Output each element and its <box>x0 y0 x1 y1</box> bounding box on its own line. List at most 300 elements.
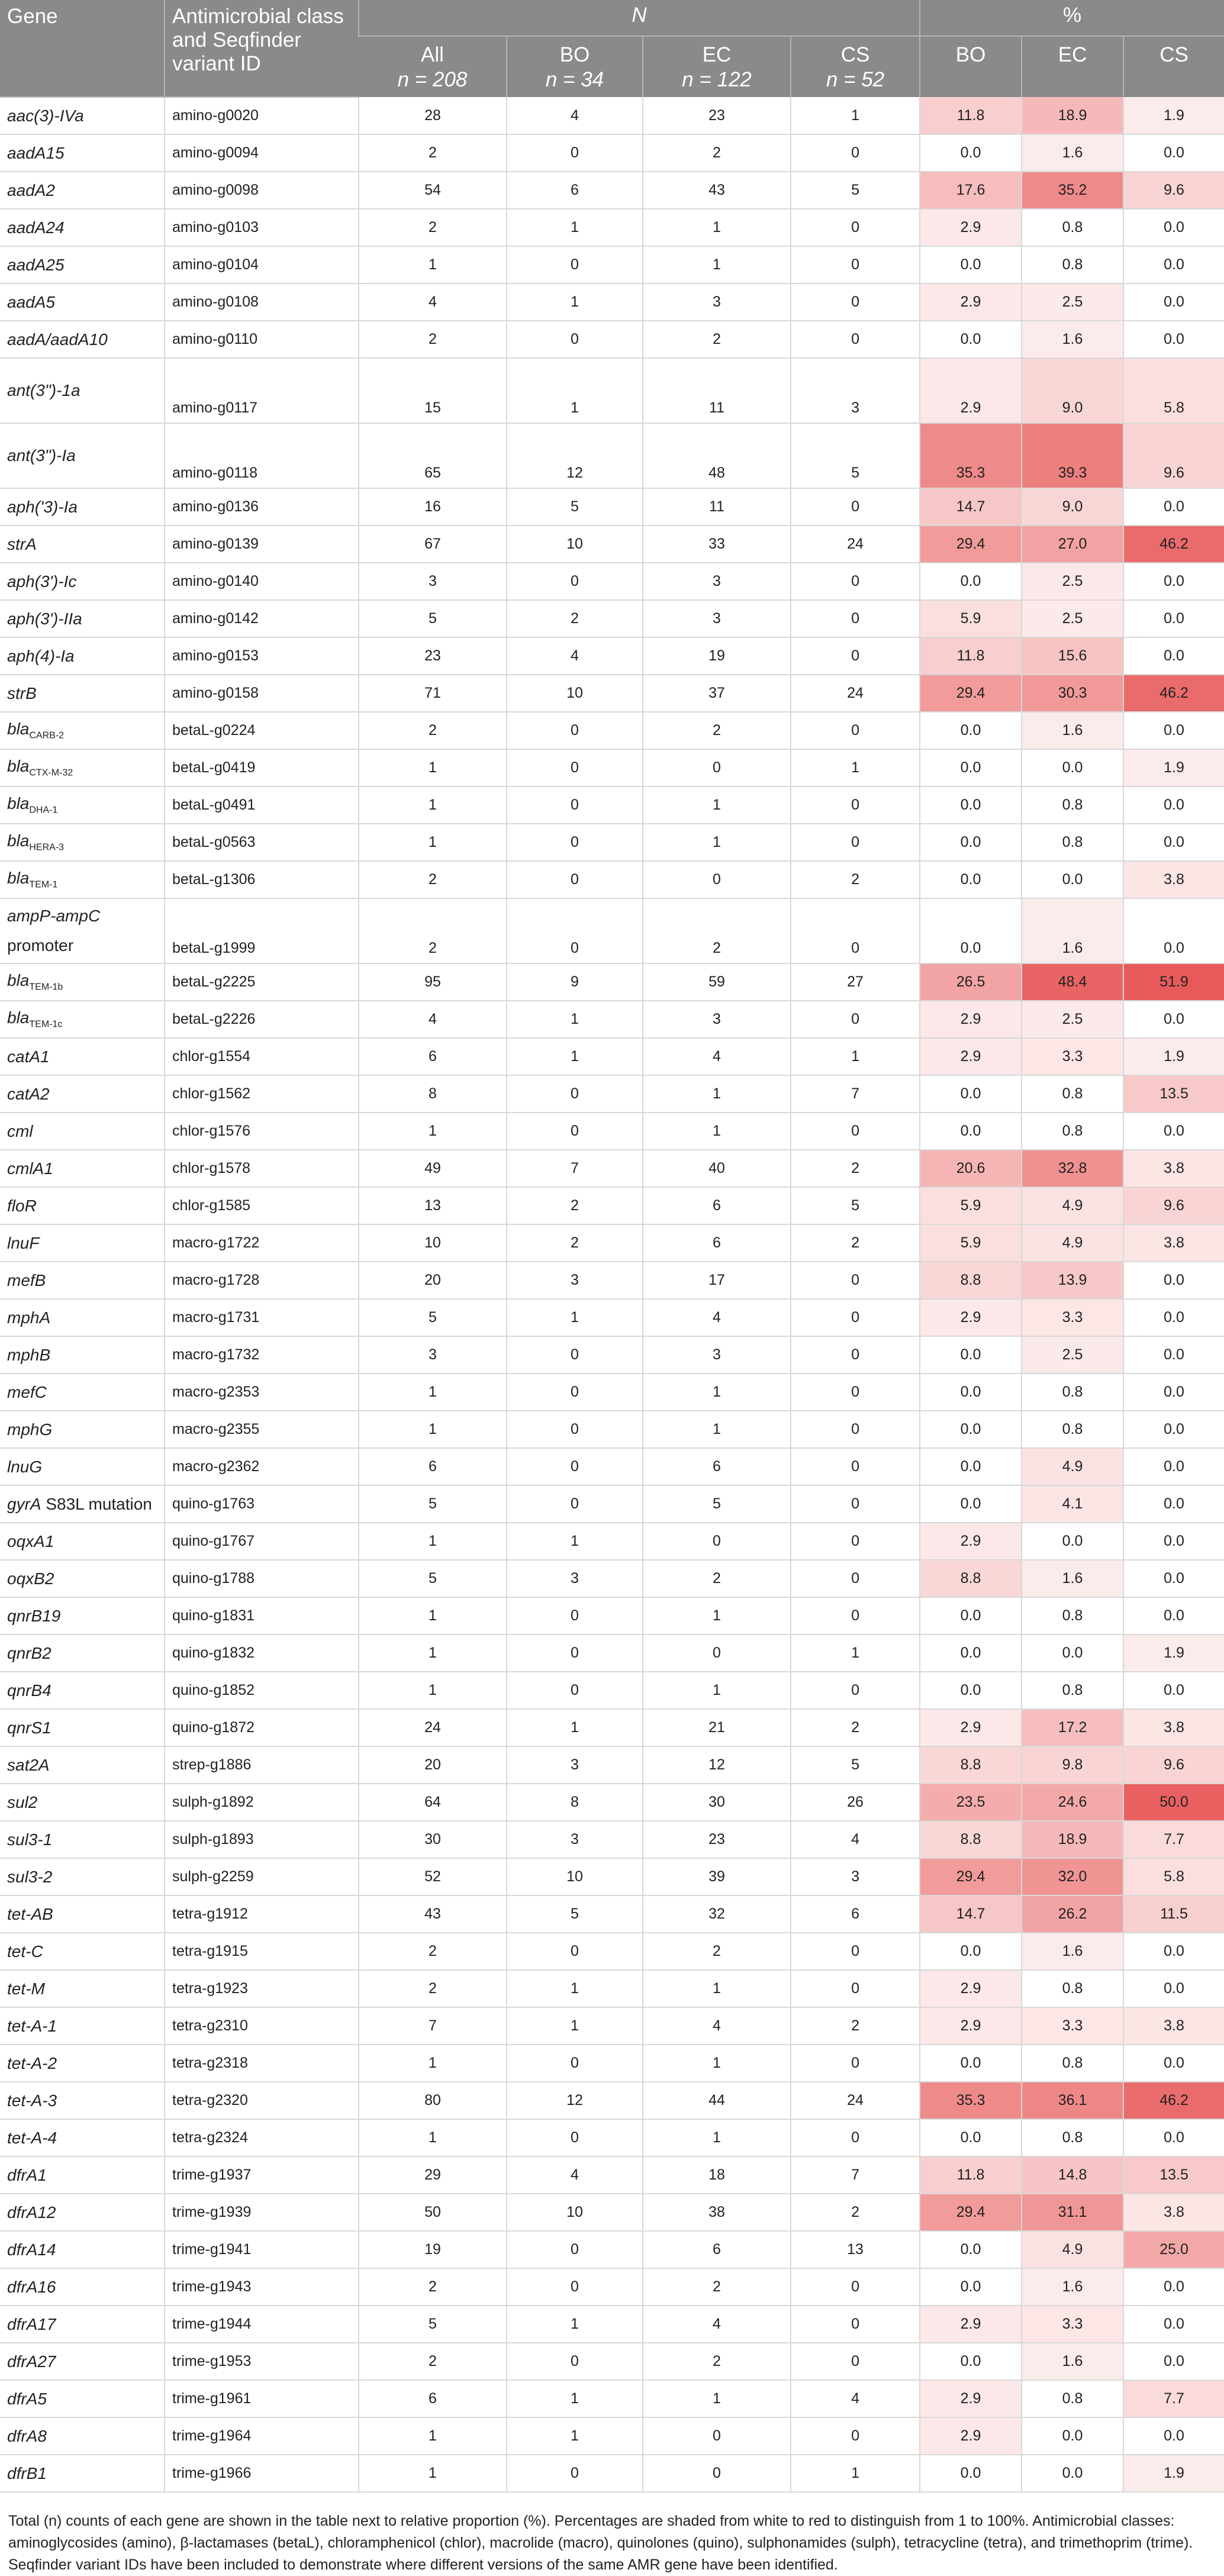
pct-ec-cell: 0.0 <box>1022 861 1123 898</box>
count-ec-cell: 1 <box>643 2119 791 2156</box>
pct-bo-cell: 5.9 <box>920 1187 1022 1224</box>
pct-cs-cell: 0.0 <box>1123 246 1224 283</box>
count-all-cell: 19 <box>359 2231 507 2268</box>
pct-cs-cell: 0.0 <box>1123 1374 1224 1411</box>
pct-bo-cell: 11.8 <box>920 97 1022 134</box>
count-all-cell: 5 <box>359 1560 507 1597</box>
pct-ec-cell: 9.8 <box>1022 1746 1123 1784</box>
count-bo-cell: 0 <box>507 1411 643 1448</box>
table-row <box>0 2455 1224 2492</box>
pct-cs-cell: 0.0 <box>1123 2417 1224 2455</box>
variant-id-cell: trime-g1966 <box>165 2455 359 2492</box>
pct-bo-cell: 0.0 <box>920 786 1022 824</box>
pct-ec-cell: 32.0 <box>1022 1858 1123 1895</box>
header-pct-group: % <box>920 0 1224 36</box>
pct-bo-cell: 2.9 <box>920 1970 1022 2007</box>
pct-cs-cell: 9.6 <box>1123 1187 1224 1224</box>
pct-ec-cell: 35.2 <box>1022 172 1123 209</box>
count-ec-cell: 59 <box>643 963 791 1001</box>
pct-ec-cell: 0.8 <box>1022 824 1123 861</box>
table-row <box>0 172 1224 209</box>
gene-cell: strA <box>0 525 165 563</box>
pct-bo-cell: 8.8 <box>920 1821 1022 1858</box>
count-bo-cell: 10 <box>507 2194 643 2231</box>
gene-cell: sul3-2 <box>0 1858 165 1895</box>
gene-cell: aadA/aadA10 <box>0 321 165 358</box>
count-cs-cell: 5 <box>791 1187 920 1224</box>
pct-cs-cell: 0.0 <box>1123 600 1224 637</box>
table-row <box>0 749 1224 786</box>
pct-ec-cell: 1.6 <box>1022 1933 1123 1970</box>
count-cs-cell: 6 <box>791 1895 920 1933</box>
count-cs-cell: 0 <box>791 1560 920 1597</box>
pct-bo-cell: 2.9 <box>920 1038 1022 1075</box>
count-cs-cell: 1 <box>791 2455 920 2492</box>
count-cs-cell: 0 <box>791 246 920 283</box>
table-row <box>0 97 1224 134</box>
count-bo-cell: 0 <box>507 563 643 600</box>
pct-cs-cell: 51.9 <box>1123 963 1224 1001</box>
count-ec-cell: 5 <box>643 1485 791 1523</box>
count-all-cell: 1 <box>359 2455 507 2492</box>
count-cs-cell: 0 <box>791 1448 920 1485</box>
variant-id-cell: macro-g2353 <box>165 1374 359 1411</box>
table-row <box>0 1262 1224 1299</box>
count-ec-cell: 23 <box>643 1821 791 1858</box>
table-row <box>0 321 1224 358</box>
count-cs-cell: 7 <box>791 1075 920 1113</box>
gene-cell: bla$_{TEM-1b}$ <box>0 963 165 1001</box>
gene-cell: dfrA12 <box>0 2194 165 2231</box>
variant-id-cell: betaL-g0563 <box>165 824 359 861</box>
count-all-cell: 1 <box>359 2119 507 2156</box>
count-ec-cell: 1 <box>643 786 791 824</box>
table-row <box>0 824 1224 861</box>
pct-ec-cell: 2.5 <box>1022 563 1123 600</box>
variant-id-cell: tetra-g1912 <box>165 1895 359 1933</box>
count-cs-cell: 0 <box>791 1001 920 1038</box>
count-cs-cell: 0 <box>791 1672 920 1709</box>
pct-bo-cell: 0.0 <box>920 563 1022 600</box>
count-cs-cell: 2 <box>791 2194 920 2231</box>
gene-cell: sul2 <box>0 1784 165 1821</box>
pct-ec-cell: 3.3 <box>1022 1299 1123 1336</box>
count-bo-cell: 0 <box>507 1933 643 1970</box>
table-row <box>0 1411 1224 1448</box>
gene-cell: mefC <box>0 1374 165 1411</box>
pct-ec-cell: 2.5 <box>1022 600 1123 637</box>
table-row <box>0 1895 1224 1933</box>
count-bo-cell: 1 <box>507 2306 643 2343</box>
variant-id-cell: quino-g1788 <box>165 1560 359 1597</box>
table-footnote: Total (n) counts of each gene are shown in the table next to relative proportion (%). Percentages are shaded from white to red to distinguish from 1 to 100%. Antimicrobial classes: aminoglycosides (amino), β-lactamases (betaL), chloramphenicol (chlor), macrolide (macro), quinolones (quino), sulphonamides (sulph), tetracycline (tetra), and trimethoprim (trime). Seqfinder variant IDs have been included to demonstrate where different versions of the same AMR gene have been identified. <box>8 2513 1193 2573</box>
pct-ec-cell: 27.0 <box>1022 525 1123 563</box>
pct-cs-cell: 0.0 <box>1123 2268 1224 2306</box>
gene-cell: dfrA8 <box>0 2417 165 2455</box>
gene-cell: qnrB19 <box>0 1597 165 1634</box>
count-bo-cell: 0 <box>507 2231 643 2268</box>
variant-id-cell: trime-g1944 <box>165 2306 359 2343</box>
count-ec-cell: 48 <box>643 423 791 488</box>
count-ec-cell: 1 <box>643 1113 791 1150</box>
count-cs-cell: 0 <box>791 1113 920 1150</box>
pct-bo-cell: 0.0 <box>920 2045 1022 2082</box>
count-bo-cell: 8 <box>507 1784 643 1821</box>
variant-id-cell: amino-g0098 <box>165 172 359 209</box>
count-cs-cell: 0 <box>791 1411 920 1448</box>
gene-cell: lnuG <box>0 1448 165 1485</box>
count-cs-cell: 1 <box>791 1634 920 1672</box>
gene-cell: qnrB4 <box>0 1672 165 1709</box>
gene-cell: dfrA14 <box>0 2231 165 2268</box>
pct-bo-cell: 0.0 <box>920 824 1022 861</box>
table-row <box>0 1634 1224 1672</box>
variant-id-cell: tetra-g2310 <box>165 2007 359 2045</box>
pct-bo-cell: 26.5 <box>920 963 1022 1001</box>
gene-cell: dfrA16 <box>0 2268 165 2306</box>
count-bo-cell: 0 <box>507 1597 643 1634</box>
count-bo-cell: 0 <box>507 824 643 861</box>
variant-id-cell: betaL-g0224 <box>165 712 359 749</box>
variant-id-cell: chlor-g1562 <box>165 1075 359 1113</box>
header-n-all: All n = 208 <box>359 36 507 97</box>
variant-id-cell: betaL-g0491 <box>165 786 359 824</box>
count-all-cell: 2 <box>359 209 507 246</box>
header-class: Antimicrobial class and Seqfinder variant ID <box>165 0 359 97</box>
count-ec-cell: 1 <box>643 1597 791 1634</box>
count-ec-cell: 4 <box>643 1038 791 1075</box>
gene-cell: aph(4)-Ia <box>0 637 165 675</box>
count-bo-cell: 5 <box>507 488 643 525</box>
count-bo-cell: 7 <box>507 1150 643 1187</box>
table-row <box>0 1970 1224 2007</box>
table-row <box>0 2082 1224 2119</box>
pct-bo-cell: 29.4 <box>920 2194 1022 2231</box>
table-row <box>0 525 1224 563</box>
variant-id-cell: trime-g1939 <box>165 2194 359 2231</box>
count-cs-cell: 1 <box>791 1038 920 1075</box>
gene-cell: bla$_{TEM-1}$ <box>0 861 165 898</box>
count-all-cell: 15 <box>359 358 507 423</box>
pct-ec-cell: 4.9 <box>1022 1448 1123 1485</box>
count-all-cell: 16 <box>359 488 507 525</box>
pct-bo-cell: 0.0 <box>920 1634 1022 1672</box>
variant-id-cell: amino-g0103 <box>165 209 359 246</box>
count-bo-cell: 3 <box>507 1560 643 1597</box>
count-bo-cell: 6 <box>507 172 643 209</box>
count-bo-cell: 0 <box>507 1485 643 1523</box>
count-ec-cell: 40 <box>643 1150 791 1187</box>
pct-cs-cell: 0.0 <box>1123 2045 1224 2082</box>
variant-id-cell: betaL-g0419 <box>165 749 359 786</box>
count-ec-cell: 21 <box>643 1709 791 1746</box>
pct-ec-cell: 9.0 <box>1022 358 1123 423</box>
pct-ec-cell: 1.6 <box>1022 2268 1123 2306</box>
gene-cell: tet-M <box>0 1970 165 2007</box>
count-cs-cell: 13 <box>791 2231 920 2268</box>
count-cs-cell: 0 <box>791 1374 920 1411</box>
table-row <box>0 1374 1224 1411</box>
pct-ec-cell: 0.8 <box>1022 1374 1123 1411</box>
table-row <box>0 675 1224 712</box>
variant-id-cell: quino-g1872 <box>165 1709 359 1746</box>
count-ec-cell: 19 <box>643 637 791 675</box>
count-ec-cell: 30 <box>643 1784 791 1821</box>
pct-cs-cell: 3.8 <box>1123 2194 1224 2231</box>
table-row <box>0 1858 1224 1895</box>
count-ec-cell: 2 <box>643 1560 791 1597</box>
pct-cs-cell: 0.0 <box>1123 321 1224 358</box>
pct-cs-cell: 0.0 <box>1123 1672 1224 1709</box>
count-bo-cell: 2 <box>507 1224 643 1262</box>
pct-bo-cell: 0.0 <box>920 1597 1022 1634</box>
pct-ec-cell: 2.5 <box>1022 1336 1123 1374</box>
table-row <box>0 1224 1224 1262</box>
pct-cs-cell: 0.0 <box>1123 1262 1224 1299</box>
count-all-cell: 1 <box>359 2045 507 2082</box>
count-bo-cell: 0 <box>507 1374 643 1411</box>
table-row <box>0 358 1224 423</box>
pct-bo-cell: 17.6 <box>920 172 1022 209</box>
gene-cell: catA2 <box>0 1075 165 1113</box>
pct-cs-cell: 0.0 <box>1123 1933 1224 1970</box>
count-cs-cell: 0 <box>791 2417 920 2455</box>
pct-cs-cell: 1.9 <box>1123 1634 1224 1672</box>
count-cs-cell: 2 <box>791 1224 920 1262</box>
pct-bo-cell: 0.0 <box>920 1336 1022 1374</box>
count-cs-cell: 0 <box>791 321 920 358</box>
table-row <box>0 2194 1224 2231</box>
variant-id-cell: chlor-g1554 <box>165 1038 359 1075</box>
pct-bo-cell: 35.3 <box>920 2082 1022 2119</box>
count-cs-cell: 0 <box>791 2119 920 2156</box>
count-ec-cell: 11 <box>643 488 791 525</box>
count-all-cell: 6 <box>359 2380 507 2417</box>
gene-cell: cmlA1 <box>0 1150 165 1187</box>
table-row <box>0 1038 1224 1075</box>
count-ec-cell: 1 <box>643 1075 791 1113</box>
count-all-cell: 1 <box>359 1597 507 1634</box>
gene-cell: aadA15 <box>0 134 165 172</box>
pct-bo-cell: 0.0 <box>920 2231 1022 2268</box>
gene-cell: qnrB2 <box>0 1634 165 1672</box>
count-cs-cell: 0 <box>791 898 920 963</box>
table-row <box>0 283 1224 321</box>
count-all-cell: 29 <box>359 2156 507 2194</box>
count-ec-cell: 4 <box>643 2306 791 2343</box>
pct-ec-cell: 0.8 <box>1022 1970 1123 2007</box>
pct-cs-cell: 3.8 <box>1123 861 1224 898</box>
count-ec-cell: 3 <box>643 1001 791 1038</box>
pct-cs-cell: 0.0 <box>1123 898 1224 963</box>
table-row <box>0 246 1224 283</box>
count-ec-cell: 6 <box>643 1187 791 1224</box>
count-bo-cell: 12 <box>507 2082 643 2119</box>
count-all-cell: 67 <box>359 525 507 563</box>
pct-ec-cell: 1.6 <box>1022 2343 1123 2380</box>
count-cs-cell: 0 <box>791 637 920 675</box>
variant-id-cell: macro-g1732 <box>165 1336 359 1374</box>
pct-ec-cell: 0.8 <box>1022 2380 1123 2417</box>
count-ec-cell: 1 <box>643 1411 791 1448</box>
pct-cs-cell: 0.0 <box>1123 824 1224 861</box>
gene-cell: mphA <box>0 1299 165 1336</box>
count-bo-cell: 1 <box>507 1299 643 1336</box>
count-bo-cell: 3 <box>507 1746 643 1784</box>
count-ec-cell: 0 <box>643 2417 791 2455</box>
pct-ec-cell: 0.8 <box>1022 786 1123 824</box>
variant-id-cell: macro-g2355 <box>165 1411 359 1448</box>
count-all-cell: 24 <box>359 1709 507 1746</box>
count-cs-cell: 5 <box>791 1746 920 1784</box>
count-cs-cell: 4 <box>791 1821 920 1858</box>
pct-ec-cell: 3.3 <box>1022 2007 1123 2045</box>
table-row <box>0 2045 1224 2082</box>
pct-bo-cell: 14.7 <box>920 1895 1022 1933</box>
variant-id-cell: amino-g0139 <box>165 525 359 563</box>
count-bo-cell: 0 <box>507 246 643 283</box>
pct-bo-cell: 0.0 <box>920 1113 1022 1150</box>
pct-cs-cell: 1.9 <box>1123 97 1224 134</box>
gene-cell: mefB <box>0 1262 165 1299</box>
pct-bo-cell: 2.9 <box>920 209 1022 246</box>
pct-bo-cell: 0.0 <box>920 1672 1022 1709</box>
count-all-cell: 1 <box>359 824 507 861</box>
count-bo-cell: 4 <box>507 97 643 134</box>
variant-id-cell: macro-g1728 <box>165 1262 359 1299</box>
table-row <box>0 1523 1224 1560</box>
count-cs-cell: 0 <box>791 1336 920 1374</box>
variant-id-cell: tetra-g2324 <box>165 2119 359 2156</box>
pct-cs-cell: 1.9 <box>1123 1038 1224 1075</box>
count-all-cell: 2 <box>359 321 507 358</box>
count-all-cell: 3 <box>359 563 507 600</box>
count-all-cell: 23 <box>359 637 507 675</box>
count-cs-cell: 0 <box>791 1523 920 1560</box>
gene-cell: ampP-ampC promoter <box>0 898 165 963</box>
count-bo-cell: 0 <box>507 2343 643 2380</box>
count-bo-cell: 1 <box>507 283 643 321</box>
table-row <box>0 1597 1224 1634</box>
pct-cs-cell: 3.8 <box>1123 1709 1224 1746</box>
count-all-cell: 2 <box>359 2343 507 2380</box>
pct-cs-cell: 0.0 <box>1123 1560 1224 1597</box>
gene-cell: strB <box>0 675 165 712</box>
pct-bo-cell: 23.5 <box>920 1784 1022 1821</box>
count-bo-cell: 0 <box>507 2045 643 2082</box>
gene-cell: ant(3")-Ia <box>0 423 165 488</box>
pct-ec-cell: 0.8 <box>1022 1075 1123 1113</box>
count-ec-cell: 3 <box>643 563 791 600</box>
variant-id-cell: amino-g0110 <box>165 321 359 358</box>
table-body <box>0 97 1224 2492</box>
count-ec-cell: 1 <box>643 824 791 861</box>
count-bo-cell: 0 <box>507 1448 643 1485</box>
pct-bo-cell: 0.0 <box>920 246 1022 283</box>
gene-cell: ant(3")-1a <box>0 358 165 423</box>
pct-cs-cell: 0.0 <box>1123 1113 1224 1150</box>
count-bo-cell: 0 <box>507 1336 643 1374</box>
count-bo-cell: 0 <box>507 321 643 358</box>
variant-id-cell: quino-g1832 <box>165 1634 359 1672</box>
pct-cs-cell: 0.0 <box>1123 1299 1224 1336</box>
pct-bo-cell: 2.9 <box>920 1001 1022 1038</box>
table-row <box>0 1448 1224 1485</box>
count-bo-cell: 1 <box>507 209 643 246</box>
count-bo-cell: 2 <box>507 600 643 637</box>
gene-cell: cml <box>0 1113 165 1150</box>
gene-cell: bla$_{DHA-1}$ <box>0 786 165 824</box>
gene-cell: catA1 <box>0 1038 165 1075</box>
gene-cell: qnrS1 <box>0 1709 165 1746</box>
pct-ec-cell: 4.9 <box>1022 2231 1123 2268</box>
count-all-cell: 3 <box>359 1336 507 1374</box>
count-bo-cell: 9 <box>507 963 643 1001</box>
count-bo-cell: 0 <box>507 861 643 898</box>
pct-cs-cell: 13.5 <box>1123 2156 1224 2194</box>
count-cs-cell: 0 <box>791 1970 920 2007</box>
variant-id-cell: amino-g0094 <box>165 134 359 172</box>
pct-ec-cell: 15.6 <box>1022 637 1123 675</box>
gene-cell: aph(3')-IIa <box>0 600 165 637</box>
header-pct-bo: BO <box>920 36 1022 97</box>
gene-cell: dfrB1 <box>0 2455 165 2492</box>
count-all-cell: 30 <box>359 1821 507 1858</box>
count-cs-cell: 0 <box>791 1597 920 1634</box>
pct-ec-cell: 48.4 <box>1022 963 1123 1001</box>
count-all-cell: 65 <box>359 423 507 488</box>
count-cs-cell: 0 <box>791 1299 920 1336</box>
pct-ec-cell: 32.8 <box>1022 1150 1123 1187</box>
pct-cs-cell: 0.0 <box>1123 2306 1224 2343</box>
pct-cs-cell: 0.0 <box>1123 283 1224 321</box>
pct-bo-cell: 14.7 <box>920 488 1022 525</box>
gene-cell: floR <box>0 1187 165 1224</box>
count-all-cell: 54 <box>359 172 507 209</box>
gene-cell: dfrA5 <box>0 2380 165 2417</box>
table-row <box>0 423 1224 488</box>
variant-id-cell: trime-g1961 <box>165 2380 359 2417</box>
count-bo-cell: 1 <box>507 2007 643 2045</box>
variant-id-cell: trime-g1964 <box>165 2417 359 2455</box>
count-ec-cell: 1 <box>643 246 791 283</box>
pct-bo-cell: 0.0 <box>920 1374 1022 1411</box>
pct-cs-cell: 9.6 <box>1123 423 1224 488</box>
gene-cell: bla$_{CARB-2}$ <box>0 712 165 749</box>
pct-cs-cell: 0.0 <box>1123 209 1224 246</box>
pct-bo-cell: 2.9 <box>920 2380 1022 2417</box>
count-cs-cell: 2 <box>791 1709 920 1746</box>
gene-cell: aadA5 <box>0 283 165 321</box>
gene-cell: gyrA S83L mutation <box>0 1485 165 1523</box>
header-n-ec: EC n = 122 <box>643 36 791 97</box>
pct-cs-cell: 0.0 <box>1123 1448 1224 1485</box>
pct-bo-cell: 29.4 <box>920 525 1022 563</box>
pct-cs-cell: 0.0 <box>1123 1970 1224 2007</box>
variant-id-cell: amino-g0136 <box>165 488 359 525</box>
pct-ec-cell: 0.0 <box>1022 1634 1123 1672</box>
count-all-cell: 1 <box>359 1523 507 1560</box>
count-all-cell: 50 <box>359 2194 507 2231</box>
pct-cs-cell: 0.0 <box>1123 637 1224 675</box>
pct-ec-cell: 4.9 <box>1022 1224 1123 1262</box>
gene-cell: aph('3)-Ia <box>0 488 165 525</box>
header-n-group: N <box>359 0 920 36</box>
count-ec-cell: 44 <box>643 2082 791 2119</box>
pct-ec-cell: 26.2 <box>1022 1895 1123 1933</box>
count-ec-cell: 3 <box>643 1336 791 1374</box>
pct-bo-cell: 2.9 <box>920 2007 1022 2045</box>
